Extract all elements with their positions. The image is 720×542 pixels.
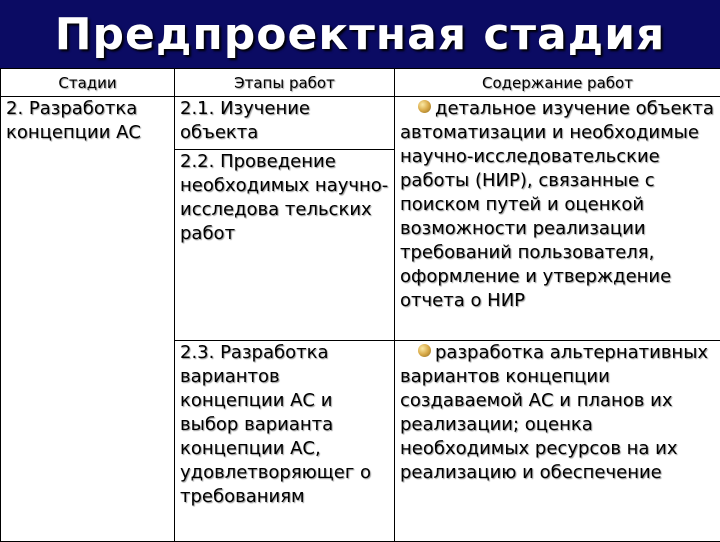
title-bar <box>0 0 720 68</box>
bullet-icon <box>418 344 431 357</box>
step-label: 2.2. Проведение необходимых научно-исследова тельских работ <box>180 151 388 244</box>
table-row <box>1 97 720 150</box>
header-stages: Стадии <box>1 69 175 97</box>
bullet-icon <box>418 100 431 113</box>
table-header-row <box>1 69 720 97</box>
step-cell <box>175 150 395 341</box>
step-cell <box>175 97 395 150</box>
content-text: разработка альтернативных вариантов концепции создаваемой АС и планов их реализации; оценка необходимых ресурсов на их реализацию и обеспечение <box>400 342 708 483</box>
slide-title: Предпроектная стадия <box>55 9 666 60</box>
stage-label: 2. Разработка концепции АС <box>6 98 141 143</box>
step-cell <box>175 341 395 542</box>
header-content: Содержание работ <box>395 69 720 97</box>
header-steps: Этапы работ <box>175 69 395 97</box>
step-label: 2.3. Разработка вариантов концепции АС и выбор варианта концепции АС, удовлетворяющег о требованиям <box>180 342 371 507</box>
content-cell <box>395 97 720 341</box>
step-label: 2.1. Изучение объекта <box>180 98 310 143</box>
stages-table <box>0 68 720 542</box>
content-cell <box>395 341 720 542</box>
stage-cell <box>1 97 175 542</box>
content-text: детальное изучение объекта автоматизации и необходимые научно-исследовательские работы (НИР), связанные с поиском путей и оценкой возможности реализации требований пользователя, оформление и утверждение отчета о НИР <box>400 98 714 311</box>
